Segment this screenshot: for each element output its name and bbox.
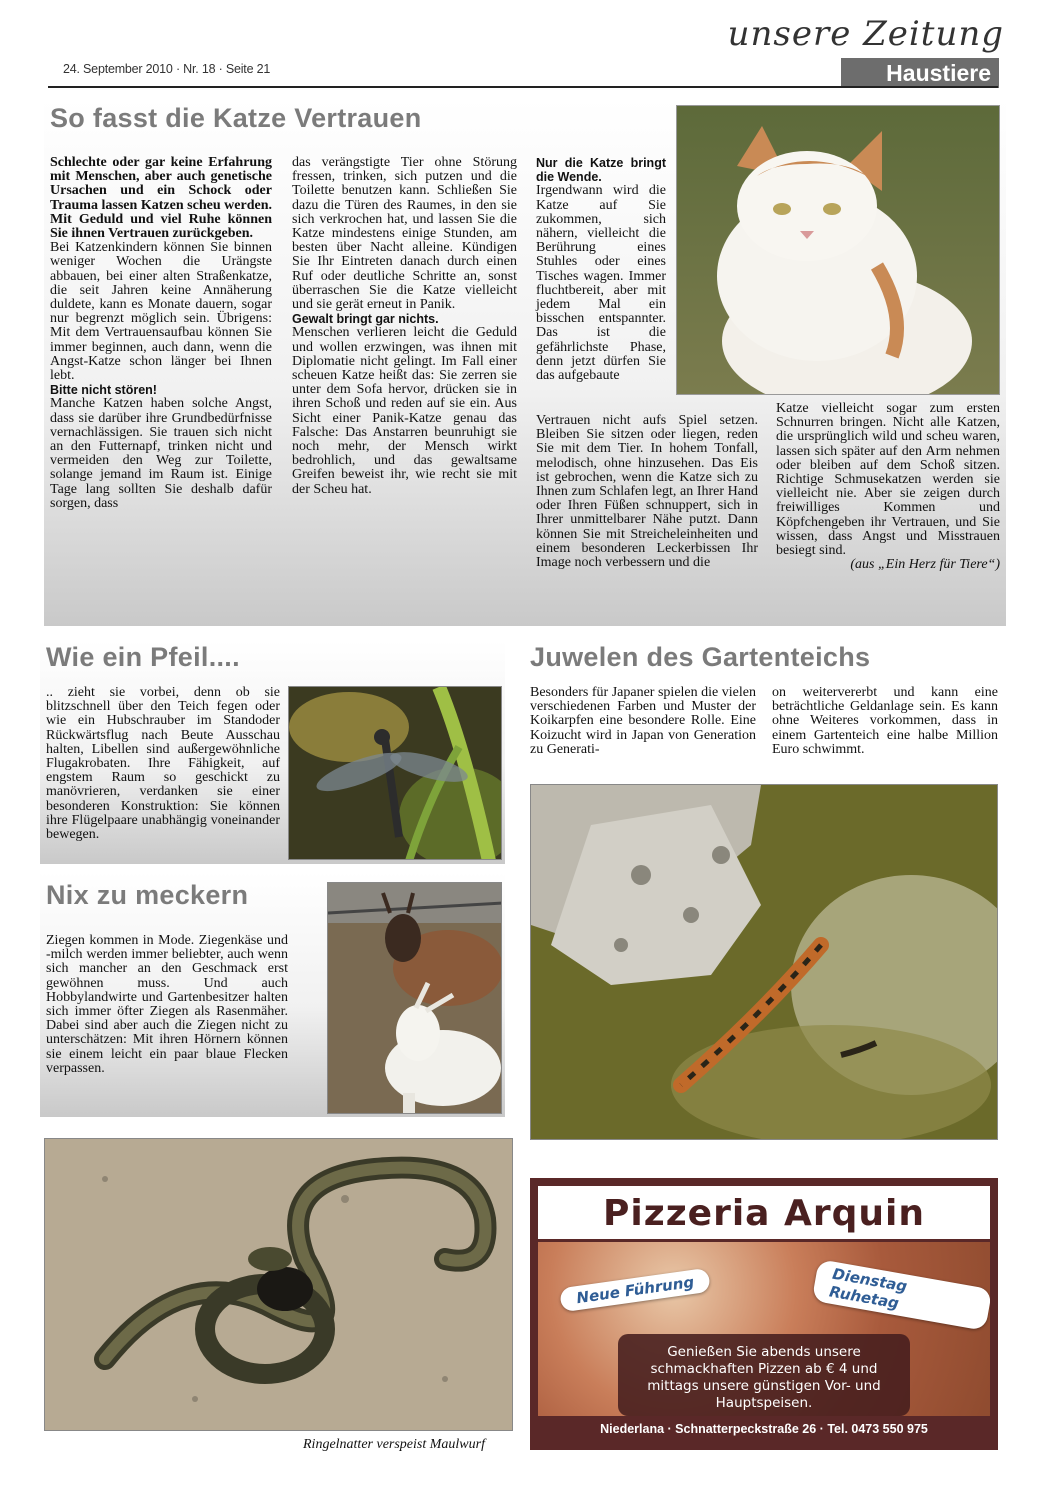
- newspaper-brand-logo: unsere Zeitung: [727, 14, 1004, 54]
- cat-article-column-3a: [536, 156, 666, 383]
- cat-article-source: (aus „Ein Herz für Tiere“): [850, 557, 1000, 573]
- cat-article-subheading: Gewalt bringt gar nichts.: [292, 312, 439, 327]
- cat-article-column-2: [292, 156, 517, 497]
- pizzeria-advertisement[interactable]: [530, 1178, 998, 1450]
- dragonfly-article-body: .. zieht sie vorbei, denn ob sie blitzschnell über den Teich fegen oder wie ein Hubschrauber im Standoder Rückwärtsflug nach Beute Ausschau halten, Libellen sind außergewöhnliche Flugakrobaten. Ihre Fähigkeit, auf engstem Raum so geschickt zu manövrieren, verdanken sie einer besonderen Konstruktion: Sie können ihre Flügelpaare unabhängig voneinander bewegen.: [46, 685, 280, 843]
- cat-article-subheading: Nur die Katze bringt die Wende.: [536, 156, 666, 185]
- koi-article-title: Juwelen des Gartenteichs: [530, 642, 871, 672]
- cat-photo: [676, 105, 1000, 395]
- ad-ribbon-closed-day: Dienstag Ruhetag: [812, 1259, 990, 1331]
- issue-date-line: 24. September 2010 · Nr. 18 · Seite 21: [63, 62, 271, 76]
- koi-pond-photo: [530, 784, 998, 1140]
- cat-article-paragraph: Bei Katzenkindern können Sie binnen weniger Wochen die Urängste abbauen, bei einer alten Straßenkatze, die seit Jahren keine Annäherung duldete, kann es Monate dauern, sogar nur begrenzt möglich sein. Übrigens: Mit dem Vertrauensaufbau können Sie immer beginnen, auch dann, wenn die Angst-Katze schon länger bei Ihnen lebt.: [50, 240, 272, 384]
- snake-photo: [44, 1138, 513, 1431]
- ad-title: Pizzeria Arquin: [538, 1186, 990, 1242]
- goat-article-body: Ziegen kommen in Mode. Ziegenkäse und -milch werden immer beliebter, auch wenn sich mancher an den Geschmack erst gewöhnen muss. Und auch Hobbylandwirte und Gartenbesitzer halten sich immer öfter Ziegen als Rasenmäher. Dabei sind aber auch die Ziegen nicht zu unterschätzen: Mit ihren Hörnern können sie einem leicht ein paar blaue Flecken verpassen.: [46, 933, 288, 1076]
- dragonfly-photo: [288, 686, 502, 860]
- ad-ribbon-new-management: Neue Führung: [559, 1268, 711, 1313]
- koi-article-column-2: on weitervererbt und kann eine beträchtliche Geldanlage sein. Es kann ohne Weiteres vorkommen, dass in einem Gartenteich eine halbe Million Euro schwimmt.: [772, 685, 998, 757]
- cat-article-column-1: [50, 156, 272, 511]
- header-rule: [48, 86, 998, 88]
- ad-pizza-background: [538, 1186, 990, 1442]
- ad-address: Niederlana · Schnatterpeckstraße 26 · Tel. 0473 550 975: [538, 1416, 990, 1442]
- cat-article-paragraph: Menschen verlieren leicht die Geduld und wollen erzwingen, was ihnen mit Diplomatie nicht gelingt. Im Fall einer scheuen Katze heißt das: Sie zerren sie unter dem Sofa hervor, drücken sie in ihren Schoß und reden auf sie ein. Aus Sicht einer Panik-Katze genau das Falsche: Das Anstarren beunruhigt sie noch mehr, der Mensch wirkt bedrohlich, und das gewaltsame Greifen beweist ihr, wie recht sie mit der Scheu hat.: [292, 325, 517, 497]
- section-label: Haustiere: [841, 58, 999, 88]
- cat-article-paragraph: Vertrauen nicht aufs Spiel setzen. Bleiben Sie sitzen oder liegen, reden Sie mit dem Tier. In hohem Tonfall, melodisch, ohne hinzusehen. Das Eis ist gebrochen, wenn die Katze sich zu Ihnen zum Schlafen legt, an Ihrer Hand oder Ihren Füßen schnuppert, sich in Ihrer unmittelbarer Nähe putzt. Dann können Sie mit Streicheleinheiten und einem besonderen Leckerbissen Ihr Image noch verbessern und die: [536, 413, 758, 571]
- cat-article-title: So fasst die Katze Vertrauen: [50, 103, 422, 133]
- cat-article-subheading: Bitte nicht stören!: [50, 383, 157, 398]
- cat-article-paragraph: Katze vielleicht sogar zum ersten Schnurren bringen. Nicht alle Katzen, die ursprünglich wild und scheu waren, lassen sich später auf den Arm nehmen oder bleiben auf dem Schoß sitzen. Richtige Schmusekatzen werden sie vielleicht nie. Aber sie zeigen durch freiwilliges Kommen und Köpfchengeben ihr Vertrauen, und Sie wissen, dass Angst und Misstrauen besiegt sind.: [776, 401, 1000, 559]
- cat-article-column-3b: [536, 414, 758, 570]
- cat-article-paragraph: Manche Katzen haben solche Angst, dass sie darüber ihre Grundbedürfnisse vernachlässigen. Sie trauen sich nicht an den Futternapf, trinken nicht und vermeiden den Weg zur Toilette, solange jemand im Raum ist. Einige Tage lang sollten Sie deshalb dafür sorgen, dass: [50, 396, 272, 511]
- ad-message: Genießen Sie abends unsere schmackhaften Pizzen ab € 4 und mittags unsere günstigen Vor- und Hauptspeisen.: [618, 1334, 910, 1416]
- snake-photo-caption: Ringelnatter verspeist Maulwurf: [303, 1437, 485, 1452]
- goat-photo: [327, 882, 502, 1114]
- cat-article-paragraph: Irgendwann wird die Katze auf Sie zukommen, sich nähern, vielleicht die Berührung eines Stuhles oder eines Tisches wagen. Immer fluchtbereit, aber mit jedem Mal ein bisschen entspannter. Das ist die gefährlichste Phase, denn jetzt dürfen Sie das aufgebaute: [536, 183, 666, 384]
- cat-article-paragraph: das verängstigte Tier ohne Störung fressen, trinken, sich putzen und die Toilette benutzen kann. Schließen Sie dazu die Türen des Raumes, in den sie sich verkrochen hat, und lassen Sie die Katze mindestens einige Stunden, am besten über Nacht alleine. Kündigen Sie Ihr Eintreten danach durch einen Ruf oder deutliche Schritte an, sonst überraschen Sie die Katze vielleicht und sie gerät erneut in Panik.: [292, 155, 517, 313]
- goat-article-title: Nix zu meckern: [46, 880, 249, 910]
- cat-article-column-4: [776, 402, 1000, 572]
- dragonfly-article-title: Wie ein Pfeil....: [46, 642, 240, 672]
- koi-article-column-1: Besonders für Japaner spielen die vielen verschiedenen Farben und Muster der Koikarpfen eine besondere Rolle. Eine Koizucht wird in Japan von Generation zu Generati-: [530, 685, 756, 757]
- cat-article-lead: Schlechte oder gar keine Erfahrung mit Menschen, aber auch genetische Ursachen und ein Schock oder Trauma lassen Katzen scheu werden. Mit Geduld und viel Ruhe können Sie ihnen Vertrauen zurückgeben.: [50, 155, 272, 242]
